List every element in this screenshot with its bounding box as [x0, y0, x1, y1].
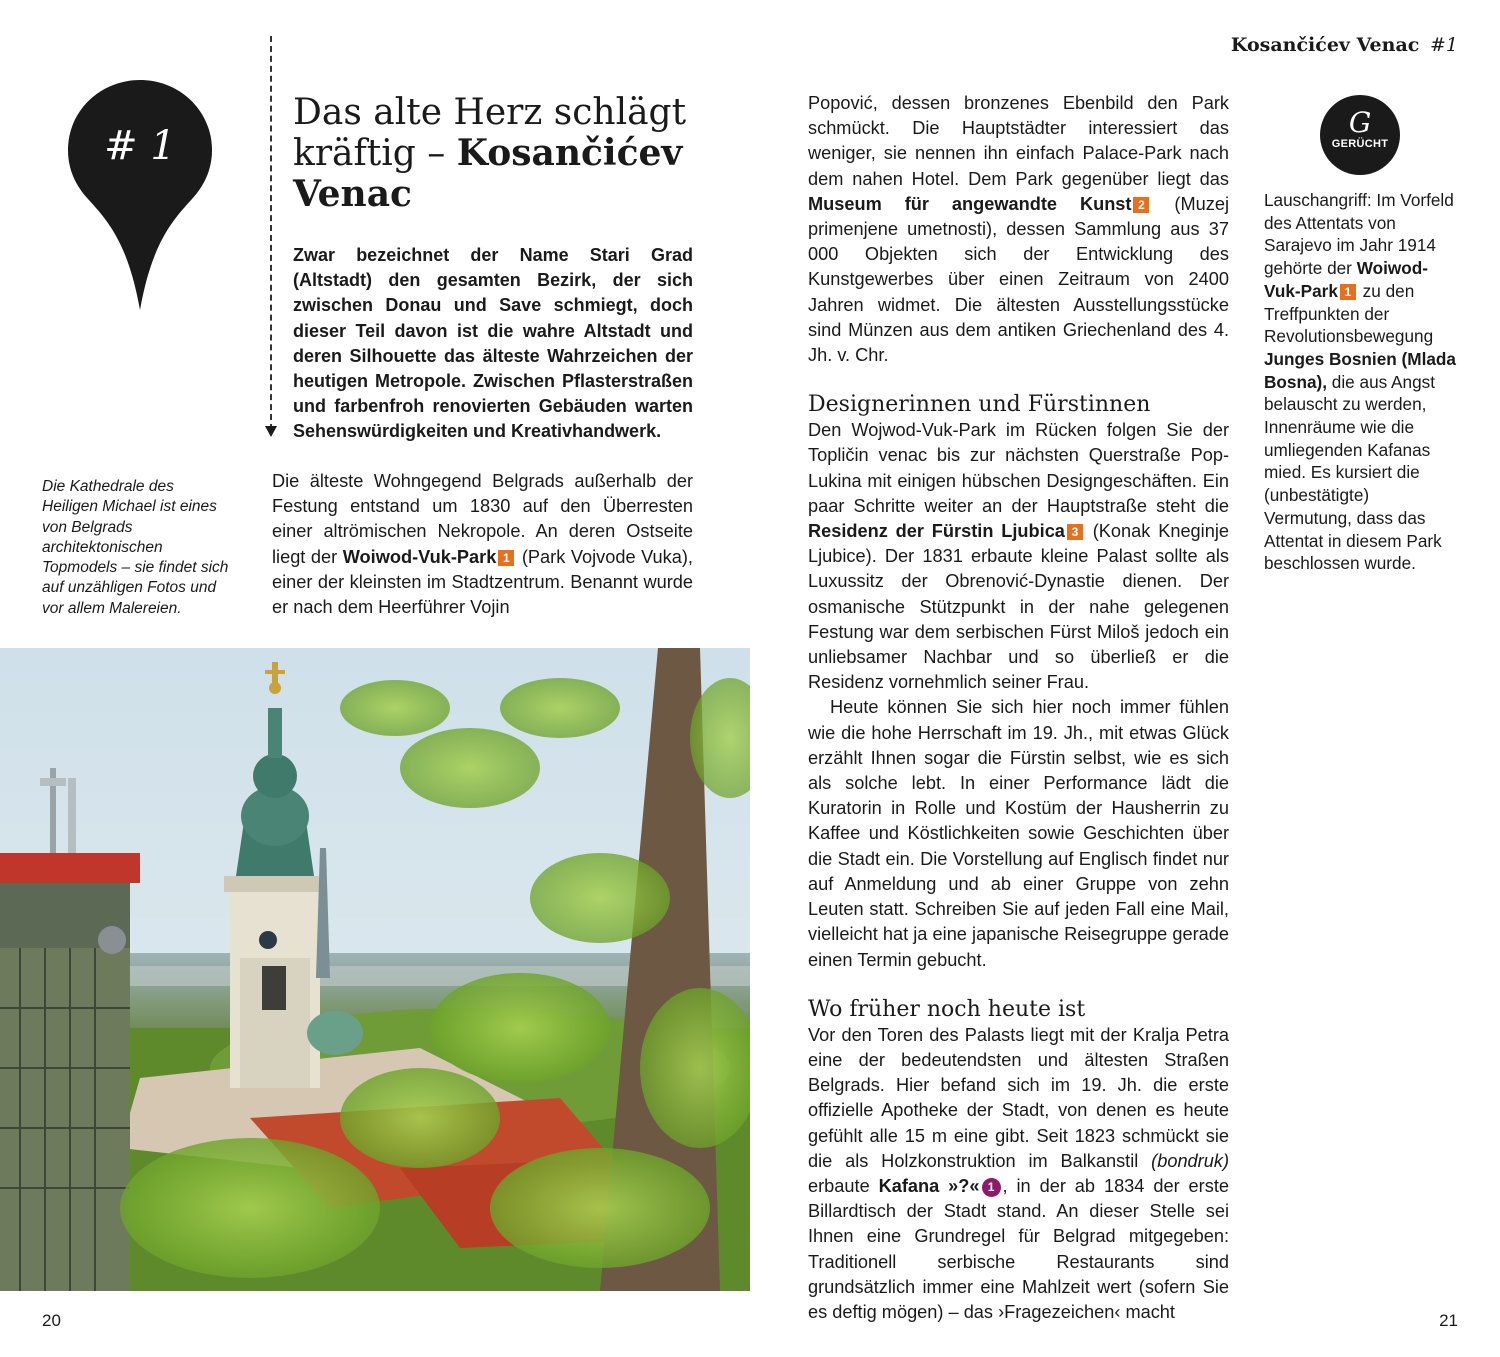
map-pin-icon	[66, 78, 214, 313]
arrow-down-icon	[265, 426, 277, 437]
marker-number-badge: 1	[498, 550, 514, 566]
page-number-left: 20	[42, 1311, 61, 1330]
paragraph-performance: Heute können Sie sich hier noch immer fühlen wie die hohe Herrschaft im 19. Jh., mit etwas Glück erzählt Ihnen sogar die Fürstin selbst, wie es sich als solche lebt. In einer Performance lädt die Kuratorin in Rolle und Kostüm der Hausherrin zu Kaffee und Köstlichkeiten sowie Geschichten über die Stadt ein. Die Vorstellung auf Englisch findet nur auf Anmeldung und ab einer Gruppe von zehn Leuten statt. Schreiben Sie auf jeden Fall eine Mail, vielleicht hat ja eine japanische Reisegruppe gerade einen Termin gebucht.	[808, 697, 1229, 970]
geruecht-badge	[1320, 95, 1400, 175]
page-number-right: 21	[1439, 1311, 1458, 1330]
marker-number-badge: 2	[1133, 197, 1149, 213]
section-heading-wo-frueher: Wo früher noch heute ist	[808, 996, 1086, 1022]
column-2-text: Popović, dessen bronzenes Ebenbild den Park schmückt. Die Hauptstädter interessiert das weniger, sie nennen ihn einfach Palace-Park nach dem nahen Hotel. Dem Park gegenüber liegt das Museum für angewandte Kunst 2 (Muzej primenjene umetnosti), dessen Sammlung aus 37 000 Objekten sich der Entwicklung des Kunstgewerbes über einen Zeitraum von 2400 Jahren widmet. Die ältesten Ausstellungsstücke sind Münzen aus dem antiken Griechenland des 4. Jh. v. Chr. Designerinnen und Fürstinnen Den Wojwod-Vuk-Park im Rücken folgen Sie der Topličin venac bis zur nächsten Querstraße Pop-Lukina mit einigen hübschen Designgeschäften. Ein paar Schritte weiter an der Hauptstraße steht die Residenz der Fürstin Ljubica 3 (Konak Kneginje Ljubice). Der 1831 erbaute kleine Palast sollte als Luxussitz der Obrenović-Dynastie dienen. Der osmanische Stützpunkt in der nahe gelegenen Festung war dem serbischen Fürst Miloš jedoch ein unliebsamer Nachbar und so überließ er die Residenz vornehmlich seiner Frau. Heute können Sie sich hier noch immer fühlen wie die hohe Herrschaft im 19. Jh., mit etwas Glück erzählt Ihnen sogar die Fürstin selbst, wie es sich als solche lebt. In einer Performance lädt die Kuratorin in Rolle und Kostüm der Hausherrin zu Kaffee und Köstlichkeiten sowie Geschichten über die Stadt ein. Die Vorstellung auf Englisch findet nur auf Anmeldung und ab einer Gruppe von zehn Leuten statt. Schreiben Sie auf jeden Fall eine Mail, vielleicht hat ja eine japanische Reisegruppe gerade einen Termin gebucht. Wo früher noch heute ist Vor den Toren des Palasts liegt mit der Kralja Petra eine der bedeutendsten und ältesten Straßen Belgrads. Hier befand sich im 19. Jh. die erste offizielle Apotheke der Stadt, von denen es heute gefühlt alle 15 m eine gibt. Seit 1823 schmückt sie die als Holzkonstruktion im Balkanstil (bondruk) erbaute Kafana »?« 1 , in der ab 1834 der erste Billardtisch der Stadt stand. An dieser Stelle sei Ihnen eine Grundregel für Belgrad mitgegeben: Traditionell serbische Restaurants sind grundsätzlich immer eine Mahlzeit wert (sofern Sie es deftig mögen) – das ›Fragezeichen‹ macht	[808, 93, 1229, 1322]
title-line-a: Das alte Herz schlägt	[293, 92, 687, 133]
place-museum: Museum für angewandte Kunst	[808, 193, 1132, 214]
badge-letter: G	[1348, 106, 1372, 139]
page-title	[293, 92, 713, 215]
intro-paragraph: Zwar bezeichnet der Name Stari Grad (Altstadt) den gesamten Bezirk, der sich zwischen Donau und Save schmiegt, doch dieser Teil davon ist die wahre Altstadt und deren Silhouette das älteste Wahrzeichen der heutigen Metropole. Zwischen Pflasterstraßen und farbenfroh renovierten Gebäuden warten Sehenswürdigkeiten und Kreativhandwerk.	[293, 245, 693, 442]
title-place: Kosančićev Venac	[293, 132, 683, 215]
running-number: #1	[1429, 34, 1458, 56]
marker-label: # 1	[104, 123, 176, 169]
location-marker-icon	[66, 78, 214, 313]
running-title: Kosančićev Venac	[1230, 34, 1420, 56]
place-residenz: Residenz der Fürstin Ljubica	[808, 521, 1065, 542]
place-woiwod-vuk-park: Woiwod-Vuk-Park	[342, 546, 497, 567]
running-header	[1231, 34, 1458, 56]
cathedral-photo-illustration	[0, 648, 750, 1291]
badge-label: GERÜCHT	[1331, 138, 1389, 150]
place-kafana: Kafana »?«	[878, 1175, 980, 1196]
title-line-b: kräftig – Kosančićev Venac	[293, 132, 683, 215]
sidebar-text: Lauschangriff: Im Vorfeld des Attentats von Sarajevo im Jahr 1914 gehörte der Woiwod-Vuk-Park 1 zu den Treffpunkten der Revolutionsbewegung Junges Bosnien (Mlada Bosna), die aus Angst belauscht zu werden, Innenräume wie die umliegenden Kafanas mied. Es kursiert die (unbestätigte) Vermutung, dass das Attentat in diesem Park beschlossen wurde.	[1264, 190, 1456, 574]
dashed-divider	[270, 36, 272, 430]
section-heading-designerinnen: Designerinnen und Fürstinnen	[808, 392, 1151, 418]
photo-caption: Die Kathedrale des Heiligen Michael ist eines von Belgrads architektonischen Topmodels – sie findet sich auf unzähligen Fotos und vor allem Malereien.	[42, 478, 229, 617]
cathedral-photo	[0, 648, 750, 1291]
restaurant-number-badge: 1	[982, 1178, 1001, 1197]
marker-number-badge: 3	[1067, 524, 1083, 540]
column-1-text: Die älteste Wohngegend Belgrads außerhalb der Festung entstand um 1830 auf den Überresten einer altrömischen Nekropole. An deren Ostseite liegt der Woiwod-Vuk-Park 1 (Park Vojvode Vuka), einer der kleinsten im Stadtzentrum. Benannt wurde er nach dem Heerführer Vojin	[272, 471, 693, 618]
marker-number-badge: 1	[1340, 284, 1356, 300]
